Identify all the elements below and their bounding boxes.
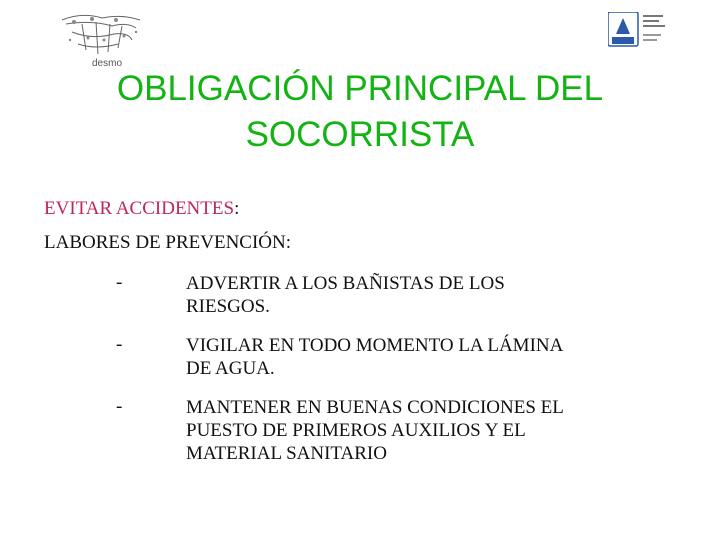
evitar-accidentes-label: EVITAR ACCIDENTES (44, 198, 235, 219)
certification-badge-icon (608, 12, 672, 48)
labores-bold: PREVENCIÓN (165, 232, 286, 253)
list-item-line: MANTENER EN BUENAS CONDICIONES EL (186, 397, 564, 418)
bullet-dash: - (116, 334, 123, 355)
bullet-dash: - (116, 272, 123, 293)
slide-title (60, 66, 660, 158)
list-item-line: PUESTO DE PRIMEROS AUXILIOS Y EL (186, 420, 526, 441)
evitar-accidentes-line (44, 198, 239, 220)
title-line-2: SOCORRISTA (245, 115, 475, 154)
labores-colon: : (285, 232, 292, 253)
organization-logo-icon (52, 10, 148, 68)
labores-prevencion-line (44, 232, 291, 254)
title-line-1: OBLIGACIÓN PRINCIPAL DEL (116, 69, 604, 108)
logo-text: desmo (92, 58, 123, 68)
bullet-dash: - (116, 396, 123, 417)
list-item-line: MATERIAL SANITARIO (186, 443, 387, 464)
list-item (186, 334, 656, 380)
labores-prefix: LABORES DE (44, 232, 166, 253)
list-item-line: DE AGUA. (186, 358, 275, 379)
list-item-line: VIGILAR EN TODO MOMENTO LA LÁMINA (186, 335, 564, 356)
list-item (186, 396, 656, 465)
list-item-line: ADVERTIR A LOS BAÑISTAS DE LOS (186, 273, 505, 294)
list-item-line: RIESGOS. (186, 296, 270, 317)
evitar-colon: : (234, 198, 240, 219)
list-item (186, 272, 656, 318)
